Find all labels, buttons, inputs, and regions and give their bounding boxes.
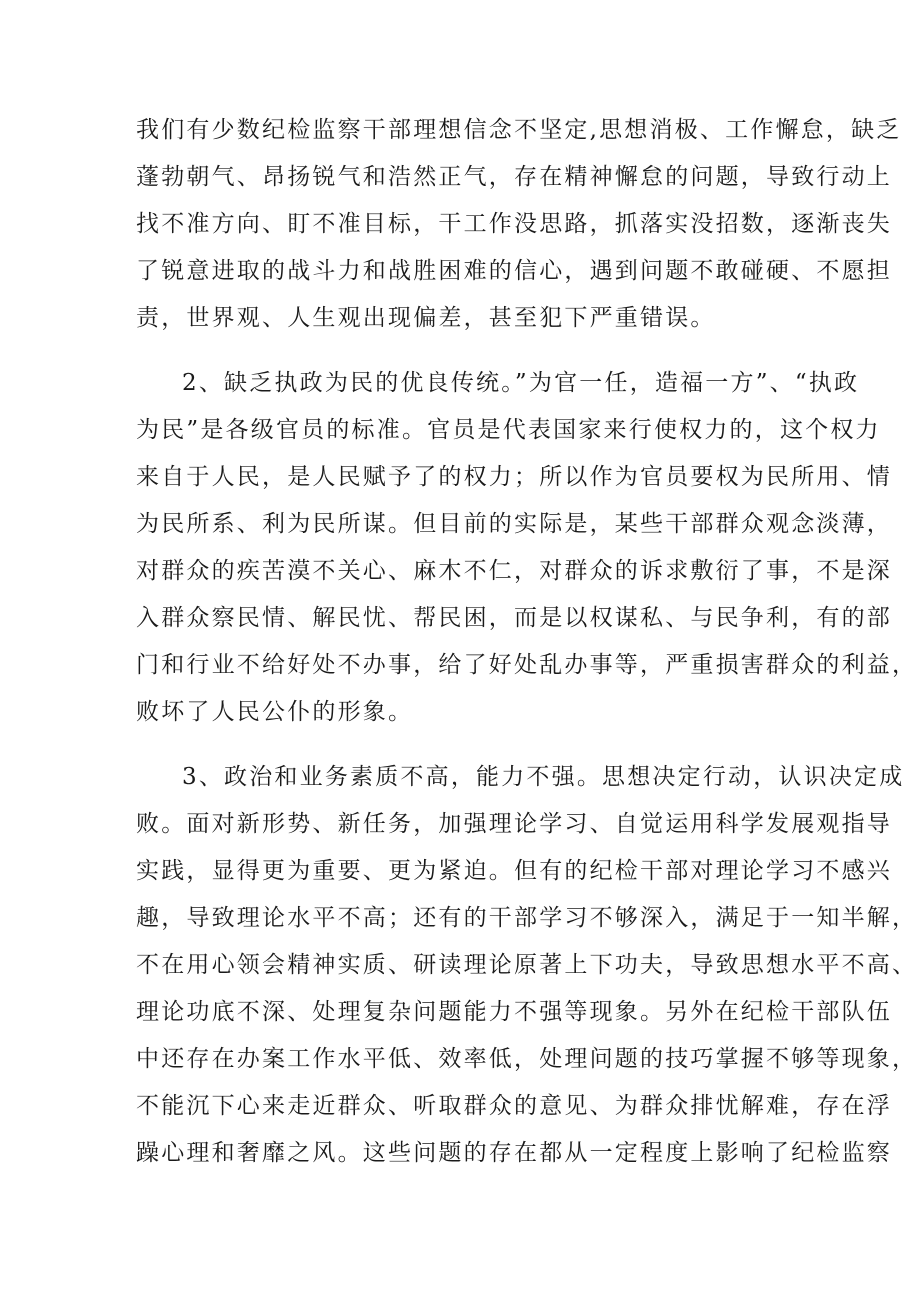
text-line: 我们有少数纪检监察干部理想信念不坚定,思想消极、工作懈怠，缺乏 bbox=[136, 117, 902, 143]
text-line: 来自于人民，是人民赋予了的权力；所以作为官员要权为民所用、情 bbox=[136, 464, 892, 490]
text-line: 责，世界观、人生观出现偏差，甚至犯下严重错误。 bbox=[136, 305, 716, 331]
text-line: 败。面对新形势、新任务，加强理论学习、自觉运用科学发展观指导 bbox=[136, 811, 892, 837]
text-line: 蓬勃朝气、昂扬锐气和浩然正气，存在精神懈怠的问题，导致行动上 bbox=[136, 164, 892, 190]
text-line: 入群众察民情、解民忧、帮民困，而是以权谋私、与民争利，有的部 bbox=[136, 605, 892, 631]
text-line: 找不准方向、盯不准目标，干工作没思路，抓落实没招数，逐渐丧失 bbox=[136, 211, 892, 237]
text-line: 对群众的疾苦漠不关心、麻木不仁，对群众的诉求敷衍了事，不是深 bbox=[136, 558, 892, 584]
text-line: 不能沉下心来走近群众、听取群众的意见、为群众排忧解难，存在浮 bbox=[136, 1093, 892, 1119]
text-line: 躁心理和奢靡之风。这些问题的存在都从一定程度上影响了纪检监察 bbox=[136, 1140, 892, 1166]
text-line: 3、政治和业务素质不高，能力不强。思想决定行动，认识决定成 bbox=[182, 764, 905, 790]
text-line: 为民所系、利为民所谋。但目前的实际是，某些干部群众观念淡薄， bbox=[136, 511, 892, 537]
text-line: 趣，导致理论水平不高；还有的干部学习不够深入，满足于一知半解， bbox=[136, 905, 918, 931]
text-line: 中还存在办案工作水平低、效率低，处理问题的技巧掌握不够等现象， bbox=[136, 1046, 918, 1072]
text-line: 为民”是各级官员的标准。官员是代表国家来行使权力的，这个权力 bbox=[136, 417, 881, 443]
text-line: 实践，显得更为重要、更为紧迫。但有的纪检干部对理论学习不感兴 bbox=[136, 858, 892, 884]
text-line: 门和行业不给好处不办事，给了好处乱办事等，严重损害群众的利益， bbox=[136, 652, 918, 678]
text-line: 不在用心领会精神实质、研读理论原著上下功夫，导致思想水平不高、 bbox=[136, 952, 918, 978]
text-line: 理论功底不深、处理复杂问题能力不强等现象。另外在纪检干部队伍 bbox=[136, 999, 892, 1025]
text-line: 败坏了人民公仆的形象。 bbox=[136, 699, 414, 725]
text-line: 了锐意进取的战斗力和战胜困难的信心，遇到问题不敢碰硬、不愿担 bbox=[136, 258, 892, 284]
text-line: 2、缺乏执政为民的优良传统。”为官一任，造福一方”、“执政 bbox=[182, 370, 860, 396]
